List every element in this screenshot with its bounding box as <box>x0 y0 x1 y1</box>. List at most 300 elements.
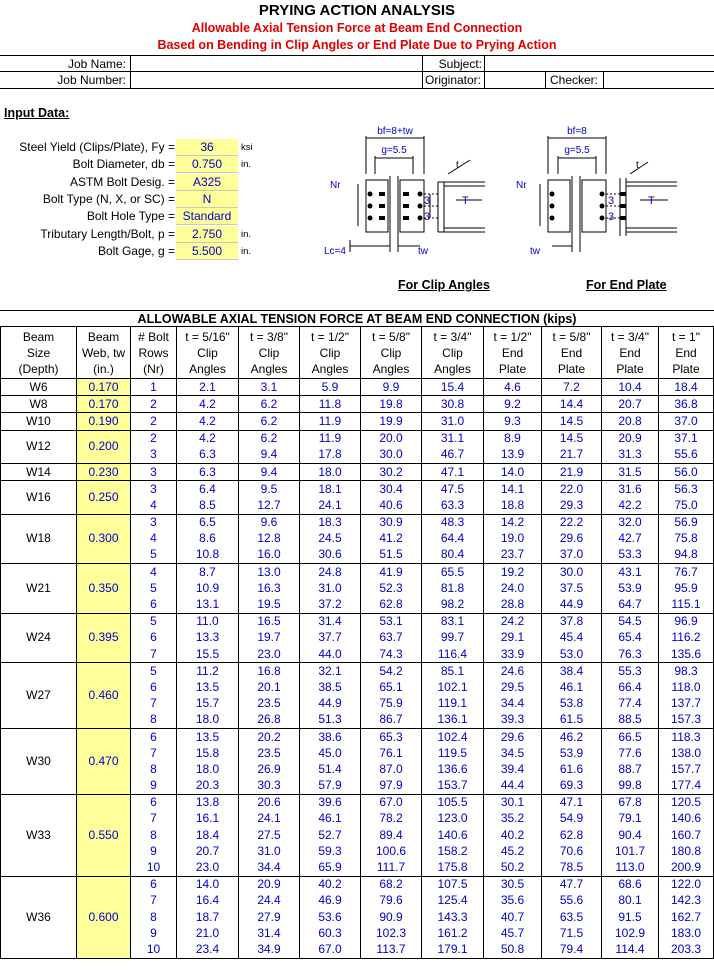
tension-value-cell: 19.2 <box>484 564 542 581</box>
tension-value-cell: 18.7 <box>177 909 239 925</box>
tension-value-cell: 23.0 <box>239 646 300 663</box>
bolt-rows-cell: 3 <box>131 481 177 498</box>
tension-value-cell: 13.3 <box>177 630 239 646</box>
tension-value-cell: 46.1 <box>542 679 602 695</box>
tension-value-cell: 8.9 <box>484 430 542 447</box>
tension-value-cell: 55.6 <box>659 447 714 464</box>
tension-value-cell: 20.8 <box>602 413 659 430</box>
beam-web-cell: 0.600 <box>77 876 131 958</box>
tension-value-cell: 153.7 <box>422 778 484 795</box>
tension-value-cell: 52.7 <box>300 827 361 843</box>
input-unit: in. <box>241 245 252 257</box>
tension-value-cell: 27.9 <box>239 909 300 925</box>
table-row <box>1 463 714 480</box>
page-title: PRYING ACTION ANALYSIS <box>258 2 456 19</box>
tension-value-cell: 18.4 <box>659 379 714 396</box>
tension-value-cell: 4.2 <box>177 430 239 447</box>
clip-spacing-1: 3 <box>424 195 431 207</box>
tension-value-cell: 21.0 <box>177 925 239 941</box>
tension-value-cell: 12.8 <box>239 531 300 547</box>
tension-value-cell: 31.0 <box>300 580 361 596</box>
tension-value-cell: 56.9 <box>659 514 714 531</box>
table-body <box>1 379 714 959</box>
clip-lc-label: Lc=4 <box>324 246 346 257</box>
tension-value-cell: 19.5 <box>239 596 300 613</box>
input-row <box>0 208 260 225</box>
input-value-field[interactable]: A325 <box>176 174 238 191</box>
tension-value-cell: 66.4 <box>602 679 659 695</box>
tension-value-cell: 19.0 <box>484 531 542 547</box>
input-value-field[interactable]: N <box>176 191 238 208</box>
tension-value-cell: 37.2 <box>300 596 361 613</box>
tension-value-cell: 18.4 <box>177 827 239 843</box>
tension-value-cell: 6.3 <box>177 447 239 464</box>
bolt-rows-cell: 6 <box>131 728 177 745</box>
tension-value-cell: 119.5 <box>422 745 484 761</box>
tension-value-cell: 33.9 <box>484 646 542 663</box>
bolt-rows-cell: 9 <box>131 925 177 941</box>
tension-value-cell: 14.1 <box>484 481 542 498</box>
tension-value-cell: 44.0 <box>300 646 361 663</box>
tension-value-cell: 81.8 <box>422 580 484 596</box>
tension-value-cell: 6.5 <box>177 514 239 531</box>
column-header-line: t = 5/8" <box>552 329 591 344</box>
tension-value-cell: 71.5 <box>542 925 602 941</box>
bolt-rows-cell: 5 <box>131 547 177 564</box>
column-header-line: t = 5/8" <box>372 329 410 344</box>
column-header-line: t = 5/16" <box>185 329 230 344</box>
tension-value-cell: 46.1 <box>300 811 361 827</box>
tension-value-cell: 95.9 <box>659 580 714 596</box>
input-row <box>0 226 260 243</box>
column-header-line: Angles <box>250 361 288 376</box>
tension-value-cell: 40.2 <box>484 827 542 843</box>
tension-value-cell: 30.4 <box>361 481 422 498</box>
tension-value-cell: 56.0 <box>659 463 714 480</box>
tension-value-cell: 14.4 <box>542 396 602 413</box>
tension-value-cell: 8.5 <box>177 497 239 514</box>
input-value-field[interactable]: 36 <box>176 139 238 156</box>
page-subtitle-2: Based on Bending in Clip Angles or End Plate Due to Prying Action <box>157 38 557 52</box>
tension-value-cell: 9.3 <box>484 413 542 430</box>
column-header-line: End <box>501 345 524 360</box>
clip-angle-diagram <box>320 122 520 270</box>
beam-web-cell: 0.200 <box>77 430 131 463</box>
tension-value-cell: 21.9 <box>542 463 602 480</box>
tension-value-cell: 54.9 <box>542 811 602 827</box>
input-data-title: Input Data: <box>4 106 70 120</box>
tension-value-cell: 48.3 <box>422 514 484 531</box>
input-unit: ksi <box>241 142 253 153</box>
tension-value-cell: 67.0 <box>300 941 361 958</box>
column-header <box>300 327 361 379</box>
bolt-rows-cell: 5 <box>131 580 177 596</box>
tension-value-cell: 14.0 <box>484 463 542 480</box>
tension-value-cell: 16.5 <box>239 613 300 630</box>
beam-web-cell: 0.300 <box>77 514 131 564</box>
beam-web-cell: 0.250 <box>77 481 131 514</box>
tension-value-cell: 26.9 <box>239 761 300 777</box>
tension-value-cell: 40.2 <box>300 876 361 893</box>
tension-value-cell: 24.5 <box>300 531 361 547</box>
tension-value-cell: 99.7 <box>422 630 484 646</box>
table-row <box>1 728 714 745</box>
input-row <box>0 139 260 156</box>
column-header <box>422 327 484 379</box>
input-value-field[interactable]: 5.500 <box>176 243 238 260</box>
tension-value-cell: 113.7 <box>361 941 422 958</box>
tension-value-cell: 13.5 <box>177 728 239 745</box>
tension-value-cell: 140.6 <box>422 827 484 843</box>
input-row <box>0 243 260 260</box>
page-subtitle-1: Allowable Axial Tension Force at Beam End Connection <box>191 21 523 35</box>
tension-value-cell: 125.4 <box>422 893 484 909</box>
tension-value-cell: 30.2 <box>361 463 422 480</box>
tension-value-cell: 31.1 <box>422 430 484 447</box>
tension-value-cell: 53.1 <box>361 613 422 630</box>
column-header <box>177 327 239 379</box>
input-row <box>0 174 260 191</box>
tension-value-cell: 114.4 <box>602 941 659 958</box>
input-label: ASTM Bolt Desig. = <box>69 174 175 189</box>
tension-value-cell: 15.7 <box>177 696 239 712</box>
tension-value-cell: 87.0 <box>361 761 422 777</box>
tension-value-cell: 68.2 <box>361 876 422 893</box>
originator-field[interactable] <box>485 72 544 87</box>
tension-value-cell: 76.7 <box>659 564 714 581</box>
tension-value-cell: 6.2 <box>239 430 300 447</box>
beam-size-cell: W6 <box>1 379 77 396</box>
tension-value-cell: 13.5 <box>177 679 239 695</box>
tension-value-cell: 14.5 <box>542 413 602 430</box>
tension-value-cell: 47.7 <box>542 876 602 893</box>
tension-value-cell: 13.9 <box>484 447 542 464</box>
tension-value-cell: 85.1 <box>422 663 484 680</box>
column-header <box>361 327 422 379</box>
tension-value-cell: 76.3 <box>602 646 659 663</box>
tension-value-cell: 113.0 <box>602 859 659 876</box>
tension-value-cell: 105.5 <box>422 794 484 811</box>
tension-value-cell: 9.4 <box>239 447 300 464</box>
tension-value-cell: 41.9 <box>361 564 422 581</box>
tension-value-cell: 20.2 <box>239 728 300 745</box>
bolt-rows-cell: 3 <box>131 447 177 464</box>
tension-value-cell: 99.8 <box>602 778 659 795</box>
job-name-field[interactable] <box>131 56 421 71</box>
tension-value-cell: 180.8 <box>659 843 714 859</box>
input-row <box>0 156 260 173</box>
column-header-line: Web, tw <box>81 345 126 360</box>
tension-value-cell: 79.4 <box>542 941 602 958</box>
tension-value-cell: 61.5 <box>542 712 602 729</box>
tension-value-cell: 27.5 <box>239 827 300 843</box>
tension-value-cell: 26.8 <box>239 712 300 729</box>
tension-value-cell: 20.7 <box>177 843 239 859</box>
tension-value-cell: 6.3 <box>177 463 239 480</box>
tension-value-cell: 4.2 <box>177 413 239 430</box>
tension-value-cell: 10.4 <box>602 379 659 396</box>
tension-value-cell: 56.3 <box>659 481 714 498</box>
bolt-rows-cell: 8 <box>131 827 177 843</box>
tension-value-cell: 9.6 <box>239 514 300 531</box>
tension-value-cell: 44.9 <box>300 696 361 712</box>
tension-value-cell: 22.2 <box>542 514 602 531</box>
tension-value-cell: 118.0 <box>659 679 714 695</box>
tension-value-cell: 37.0 <box>542 547 602 564</box>
tension-value-cell: 55.3 <box>602 663 659 680</box>
tension-value-cell: 119.1 <box>422 696 484 712</box>
tension-value-cell: 6.4 <box>177 481 239 498</box>
tension-value-cell: 20.9 <box>602 430 659 447</box>
beam-size-cell: W33 <box>1 794 77 876</box>
column-header-line: Size <box>26 345 51 360</box>
job-name-label: Job Name: <box>67 57 126 71</box>
tension-value-cell: 62.8 <box>542 827 602 843</box>
column-header-line: t = 1/2" <box>311 329 349 344</box>
tension-value-cell: 10.8 <box>177 547 239 564</box>
subject-field[interactable] <box>485 56 713 71</box>
tension-value-cell: 118.3 <box>659 728 714 745</box>
tension-value-cell: 45.2 <box>484 843 542 859</box>
bolt-rows-cell: 3 <box>131 514 177 531</box>
bolt-rows-cell: 4 <box>131 531 177 547</box>
tension-value-cell: 15.4 <box>422 379 484 396</box>
job-number-label: Job Number: <box>57 73 126 87</box>
tension-value-cell: 102.4 <box>422 728 484 745</box>
tension-value-cell: 38.4 <box>542 663 602 680</box>
tension-value-cell: 24.0 <box>484 580 542 596</box>
beam-web-cell: 0.230 <box>77 463 131 480</box>
tension-value-cell: 65.4 <box>602 630 659 646</box>
column-header-line: Beam <box>22 329 55 344</box>
tension-value-cell: 11.8 <box>300 396 361 413</box>
tension-value-cell: 64.4 <box>422 531 484 547</box>
bolt-rows-cell: 3 <box>131 463 177 480</box>
tension-value-cell: 142.3 <box>659 893 714 909</box>
bolt-rows-cell: 6 <box>131 794 177 811</box>
tension-value-cell: 19.9 <box>361 413 422 430</box>
column-header <box>659 327 714 379</box>
bolt-rows-cell: 10 <box>131 859 177 876</box>
tension-value-cell: 50.8 <box>484 941 542 958</box>
tension-value-cell: 9.9 <box>361 379 422 396</box>
checker-label: Checker: <box>549 73 599 87</box>
table-row <box>1 794 714 811</box>
bolt-rows-cell: 10 <box>131 941 177 958</box>
tension-value-cell: 107.5 <box>422 876 484 893</box>
tension-value-cell: 12.7 <box>239 497 300 514</box>
table-row <box>1 564 714 581</box>
table-row <box>1 663 714 680</box>
column-header-line: Angles <box>189 361 226 376</box>
tension-value-cell: 183.0 <box>659 925 714 941</box>
tension-value-cell: 2.1 <box>177 379 239 396</box>
originator-label: Originator: <box>424 73 482 87</box>
tension-value-cell: 98.2 <box>422 596 484 613</box>
input-label: Bolt Gage, g = <box>97 243 175 258</box>
tension-value-cell: 54.5 <box>602 613 659 630</box>
tension-value-cell: 30.0 <box>542 564 602 581</box>
tension-value-cell: 79.6 <box>361 893 422 909</box>
tension-value-cell: 29.1 <box>484 630 542 646</box>
tension-value-cell: 4.6 <box>484 379 542 396</box>
tension-value-cell: 61.6 <box>542 761 602 777</box>
tension-value-cell: 140.6 <box>659 811 714 827</box>
tension-value-cell: 29.5 <box>484 679 542 695</box>
tension-value-cell: 40.7 <box>484 909 542 925</box>
tension-value-cell: 78.2 <box>361 811 422 827</box>
beam-size-cell: W36 <box>1 876 77 958</box>
tension-value-cell: 31.4 <box>239 925 300 941</box>
tension-value-cell: 77.6 <box>602 745 659 761</box>
tension-value-cell: 143.3 <box>422 909 484 925</box>
input-value-field[interactable]: 0.750 <box>176 156 238 173</box>
beam-size-cell: W10 <box>1 413 77 430</box>
tension-value-cell: 36.8 <box>659 396 714 413</box>
tension-value-cell: 14.2 <box>484 514 542 531</box>
bolt-rows-cell: 2 <box>131 430 177 447</box>
tension-value-cell: 32.0 <box>602 514 659 531</box>
tension-value-cell: 175.8 <box>422 859 484 876</box>
tension-value-cell: 69.3 <box>542 778 602 795</box>
tension-value-cell: 13.1 <box>177 596 239 613</box>
input-unit: in. <box>241 159 252 171</box>
column-header <box>77 327 131 379</box>
tension-value-cell: 54.2 <box>361 663 422 680</box>
table-header-row <box>1 327 714 379</box>
tension-value-cell: 101.7 <box>602 843 659 859</box>
bolt-rows-cell: 9 <box>131 843 177 859</box>
table-row <box>1 396 714 413</box>
input-value-field[interactable]: Standard <box>176 208 238 225</box>
tension-value-cell: 123.0 <box>422 811 484 827</box>
tension-value-cell: 67.8 <box>602 794 659 811</box>
tension-value-cell: 31.6 <box>602 481 659 498</box>
tension-value-cell: 20.6 <box>239 794 300 811</box>
tension-value-cell: 45.4 <box>542 630 602 646</box>
tension-value-cell: 24.4 <box>239 893 300 909</box>
input-value-field[interactable]: 2.750 <box>176 226 238 243</box>
column-header <box>602 327 659 379</box>
end-plate-diagram <box>512 122 712 270</box>
column-header <box>542 327 602 379</box>
tension-value-cell: 34.5 <box>484 745 542 761</box>
table-row <box>1 514 714 531</box>
tension-value-cell: 75.8 <box>659 531 714 547</box>
tension-value-cell: 62.8 <box>361 596 422 613</box>
beam-size-cell: W8 <box>1 396 77 413</box>
tension-value-cell: 53.6 <box>300 909 361 925</box>
column-header-line: Plate <box>498 361 527 376</box>
tension-value-cell: 53.9 <box>602 580 659 596</box>
bolt-rows-cell: 9 <box>131 778 177 795</box>
tension-value-cell: 111.7 <box>361 859 422 876</box>
tension-value-cell: 51.3 <box>300 712 361 729</box>
tension-value-cell: 39.3 <box>484 712 542 729</box>
bolt-rows-cell: 7 <box>131 646 177 663</box>
tension-value-cell: 21.7 <box>542 447 602 464</box>
tension-value-cell: 88.5 <box>602 712 659 729</box>
tension-value-cell: 65.1 <box>361 679 422 695</box>
clip-tension-label: T <box>462 195 469 207</box>
tension-value-cell: 38.6 <box>300 728 361 745</box>
tension-value-cell: 80.4 <box>422 547 484 564</box>
tension-value-cell: 9.2 <box>484 396 542 413</box>
bolt-rows-cell: 4 <box>131 497 177 514</box>
clip-t-label: t <box>456 160 459 171</box>
column-header-line: (Depth) <box>18 361 59 376</box>
input-row <box>0 191 260 208</box>
tension-value-cell: 115.1 <box>659 596 714 613</box>
tension-value-cell: 29.6 <box>484 728 542 745</box>
checker-field[interactable] <box>604 72 713 87</box>
tension-value-cell: 4.2 <box>177 396 239 413</box>
tension-value-cell: 30.1 <box>484 794 542 811</box>
tension-value-cell: 42.7 <box>602 531 659 547</box>
beam-web-cell: 0.470 <box>77 728 131 794</box>
tension-value-cell: 29.6 <box>542 531 602 547</box>
tension-value-cell: 162.7 <box>659 909 714 925</box>
bolt-rows-cell: 5 <box>131 663 177 680</box>
tension-value-cell: 15.5 <box>177 646 239 663</box>
tension-value-cell: 74.3 <box>361 646 422 663</box>
tension-value-cell: 41.2 <box>361 531 422 547</box>
tension-value-cell: 102.9 <box>602 925 659 941</box>
input-label: Bolt Hole Type = <box>86 209 175 224</box>
tension-value-cell: 46.7 <box>422 447 484 464</box>
tension-value-cell: 20.9 <box>239 876 300 893</box>
tension-value-cell: 9.4 <box>239 463 300 480</box>
tension-value-cell: 76.1 <box>361 745 422 761</box>
tension-value-cell: 116.2 <box>659 630 714 646</box>
tension-value-cell: 30.3 <box>239 778 300 795</box>
tension-value-cell: 45.0 <box>300 745 361 761</box>
tension-value-cell: 52.3 <box>361 580 422 596</box>
tension-value-cell: 160.7 <box>659 827 714 843</box>
tension-value-cell: 18.0 <box>177 761 239 777</box>
bolt-rows-cell: 5 <box>131 613 177 630</box>
tension-value-cell: 98.3 <box>659 663 714 680</box>
beam-size-cell: W12 <box>1 430 77 463</box>
beam-web-cell: 0.460 <box>77 663 131 729</box>
column-header-line: End <box>619 345 641 360</box>
tension-value-cell: 20.3 <box>177 778 239 795</box>
tension-value-cell: 135.6 <box>659 646 714 663</box>
tension-value-cell: 75.9 <box>361 696 422 712</box>
column-header-line: End <box>675 345 697 360</box>
clip-tw-label: tw <box>418 246 428 257</box>
plate-nr-label: Nr <box>516 180 527 191</box>
tension-value-cell: 37.8 <box>542 613 602 630</box>
plate-t-label: t <box>636 160 639 171</box>
beam-size-cell: W30 <box>1 728 77 794</box>
input-label: Bolt Type (N, X, or SC) = <box>42 191 175 206</box>
plate-spacing-1: 3 <box>608 195 615 207</box>
beam-size-cell: W27 <box>1 663 77 729</box>
column-header <box>131 327 177 379</box>
tension-value-cell: 80.1 <box>602 893 659 909</box>
table-row <box>1 876 714 893</box>
bolt-rows-cell: 8 <box>131 761 177 777</box>
tension-value-cell: 65.5 <box>422 564 484 581</box>
column-header-line: Clip <box>442 345 463 360</box>
tension-value-cell: 53.0 <box>542 646 602 663</box>
tension-value-cell: 53.3 <box>602 547 659 564</box>
tension-value-cell: 37.1 <box>659 430 714 447</box>
job-number-field[interactable] <box>131 72 421 87</box>
tension-value-cell: 20.7 <box>602 396 659 413</box>
tension-value-cell: 47.1 <box>422 463 484 480</box>
